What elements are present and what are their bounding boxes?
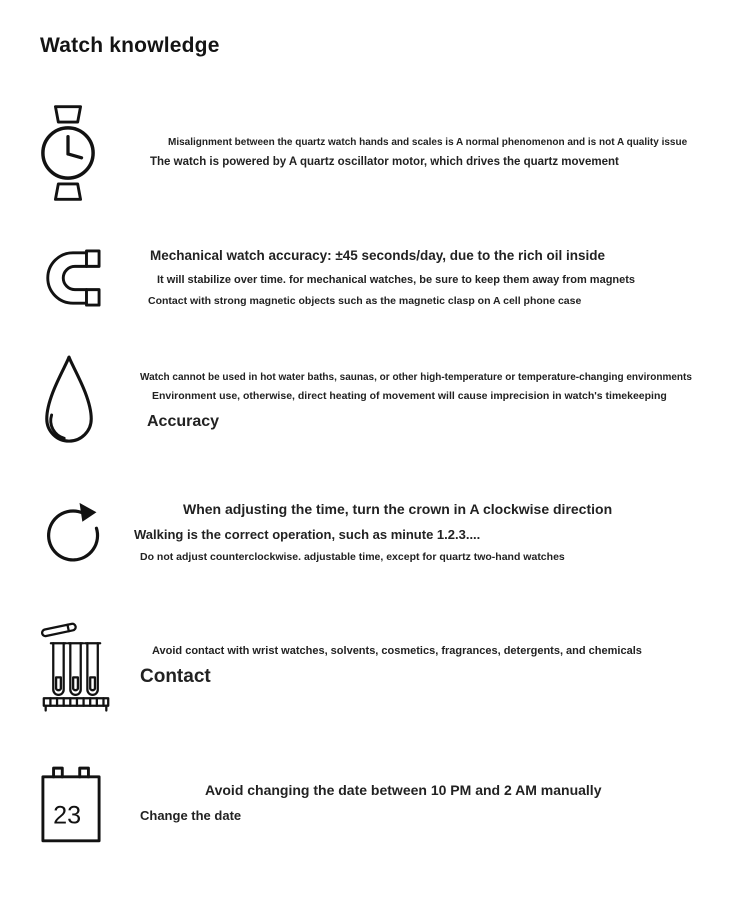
info-line: Walking is the correct operation, such as minute 1.2.3.... (134, 526, 481, 542)
note-line: Watch cannot be used in hot water baths, saunas, or other high-temperature or temperature-changing environments (140, 372, 692, 384)
info-line: Avoid changing the date between 10 PM and 2 AM manually (205, 782, 602, 799)
section-icon-wrap (40, 353, 112, 450)
calendar-icon (40, 761, 102, 845)
magnet-icon (40, 248, 102, 308)
section-icon-wrap (40, 616, 112, 716)
section-time-adjustment (40, 495, 720, 571)
section-chemicals (40, 616, 720, 716)
section-text (134, 137, 687, 169)
section-icon-wrap (40, 495, 112, 571)
section-icon-wrap (40, 248, 112, 308)
test-tubes-icon (40, 616, 112, 716)
info-line: The watch is powered by A quartz oscillator motor, which drives the quartz movement (150, 156, 619, 169)
clockwise-arrow-icon (40, 495, 104, 571)
section-text (134, 249, 635, 307)
info-line: Change the date (140, 807, 242, 823)
section-temperature (40, 353, 720, 450)
info-line: Environment use, otherwise, direct heating of movement will cause imprecision in watch's timekeeping (152, 390, 667, 403)
section-text (134, 372, 692, 430)
section-quartz-movement (40, 103, 720, 203)
info-line: Avoid contact with wrist watches, solvents, cosmetics, fragrances, detergents, and chemicals (152, 644, 642, 657)
info-line: Mechanical watch accuracy: ±45 seconds/day, due to the rich oil inside (150, 247, 606, 263)
section-heading: Contact (140, 665, 211, 687)
calendar-day-number: 23 (53, 801, 82, 830)
section-heading: Accuracy (147, 412, 220, 430)
section-text (134, 783, 601, 823)
section-magnetism (40, 248, 720, 308)
page-title: Watch knowledge (40, 34, 220, 57)
section-text (134, 502, 612, 563)
note-line: Misalignment between the quartz watch hands and scales is A normal phenomenon and is not A quality issue (168, 137, 688, 149)
watch-icon (40, 103, 96, 203)
note-line: Do not adjust counterclockwise. adjustable time, except for quartz two-hand watches (140, 551, 565, 564)
section-text (134, 645, 642, 688)
info-line: It will stabilize over time. for mechanical watches, be sure to keep them away from magnets (157, 273, 636, 286)
section-icon-wrap (40, 761, 112, 845)
note-line: Contact with strong magnetic objects such as the magnetic clasp on A cell phone case (148, 294, 582, 307)
section-date-change (40, 761, 720, 845)
info-line: When adjusting the time, turn the crown in A clockwise direction (183, 501, 613, 518)
section-icon-wrap (40, 103, 112, 203)
water-drop-icon (40, 353, 98, 450)
